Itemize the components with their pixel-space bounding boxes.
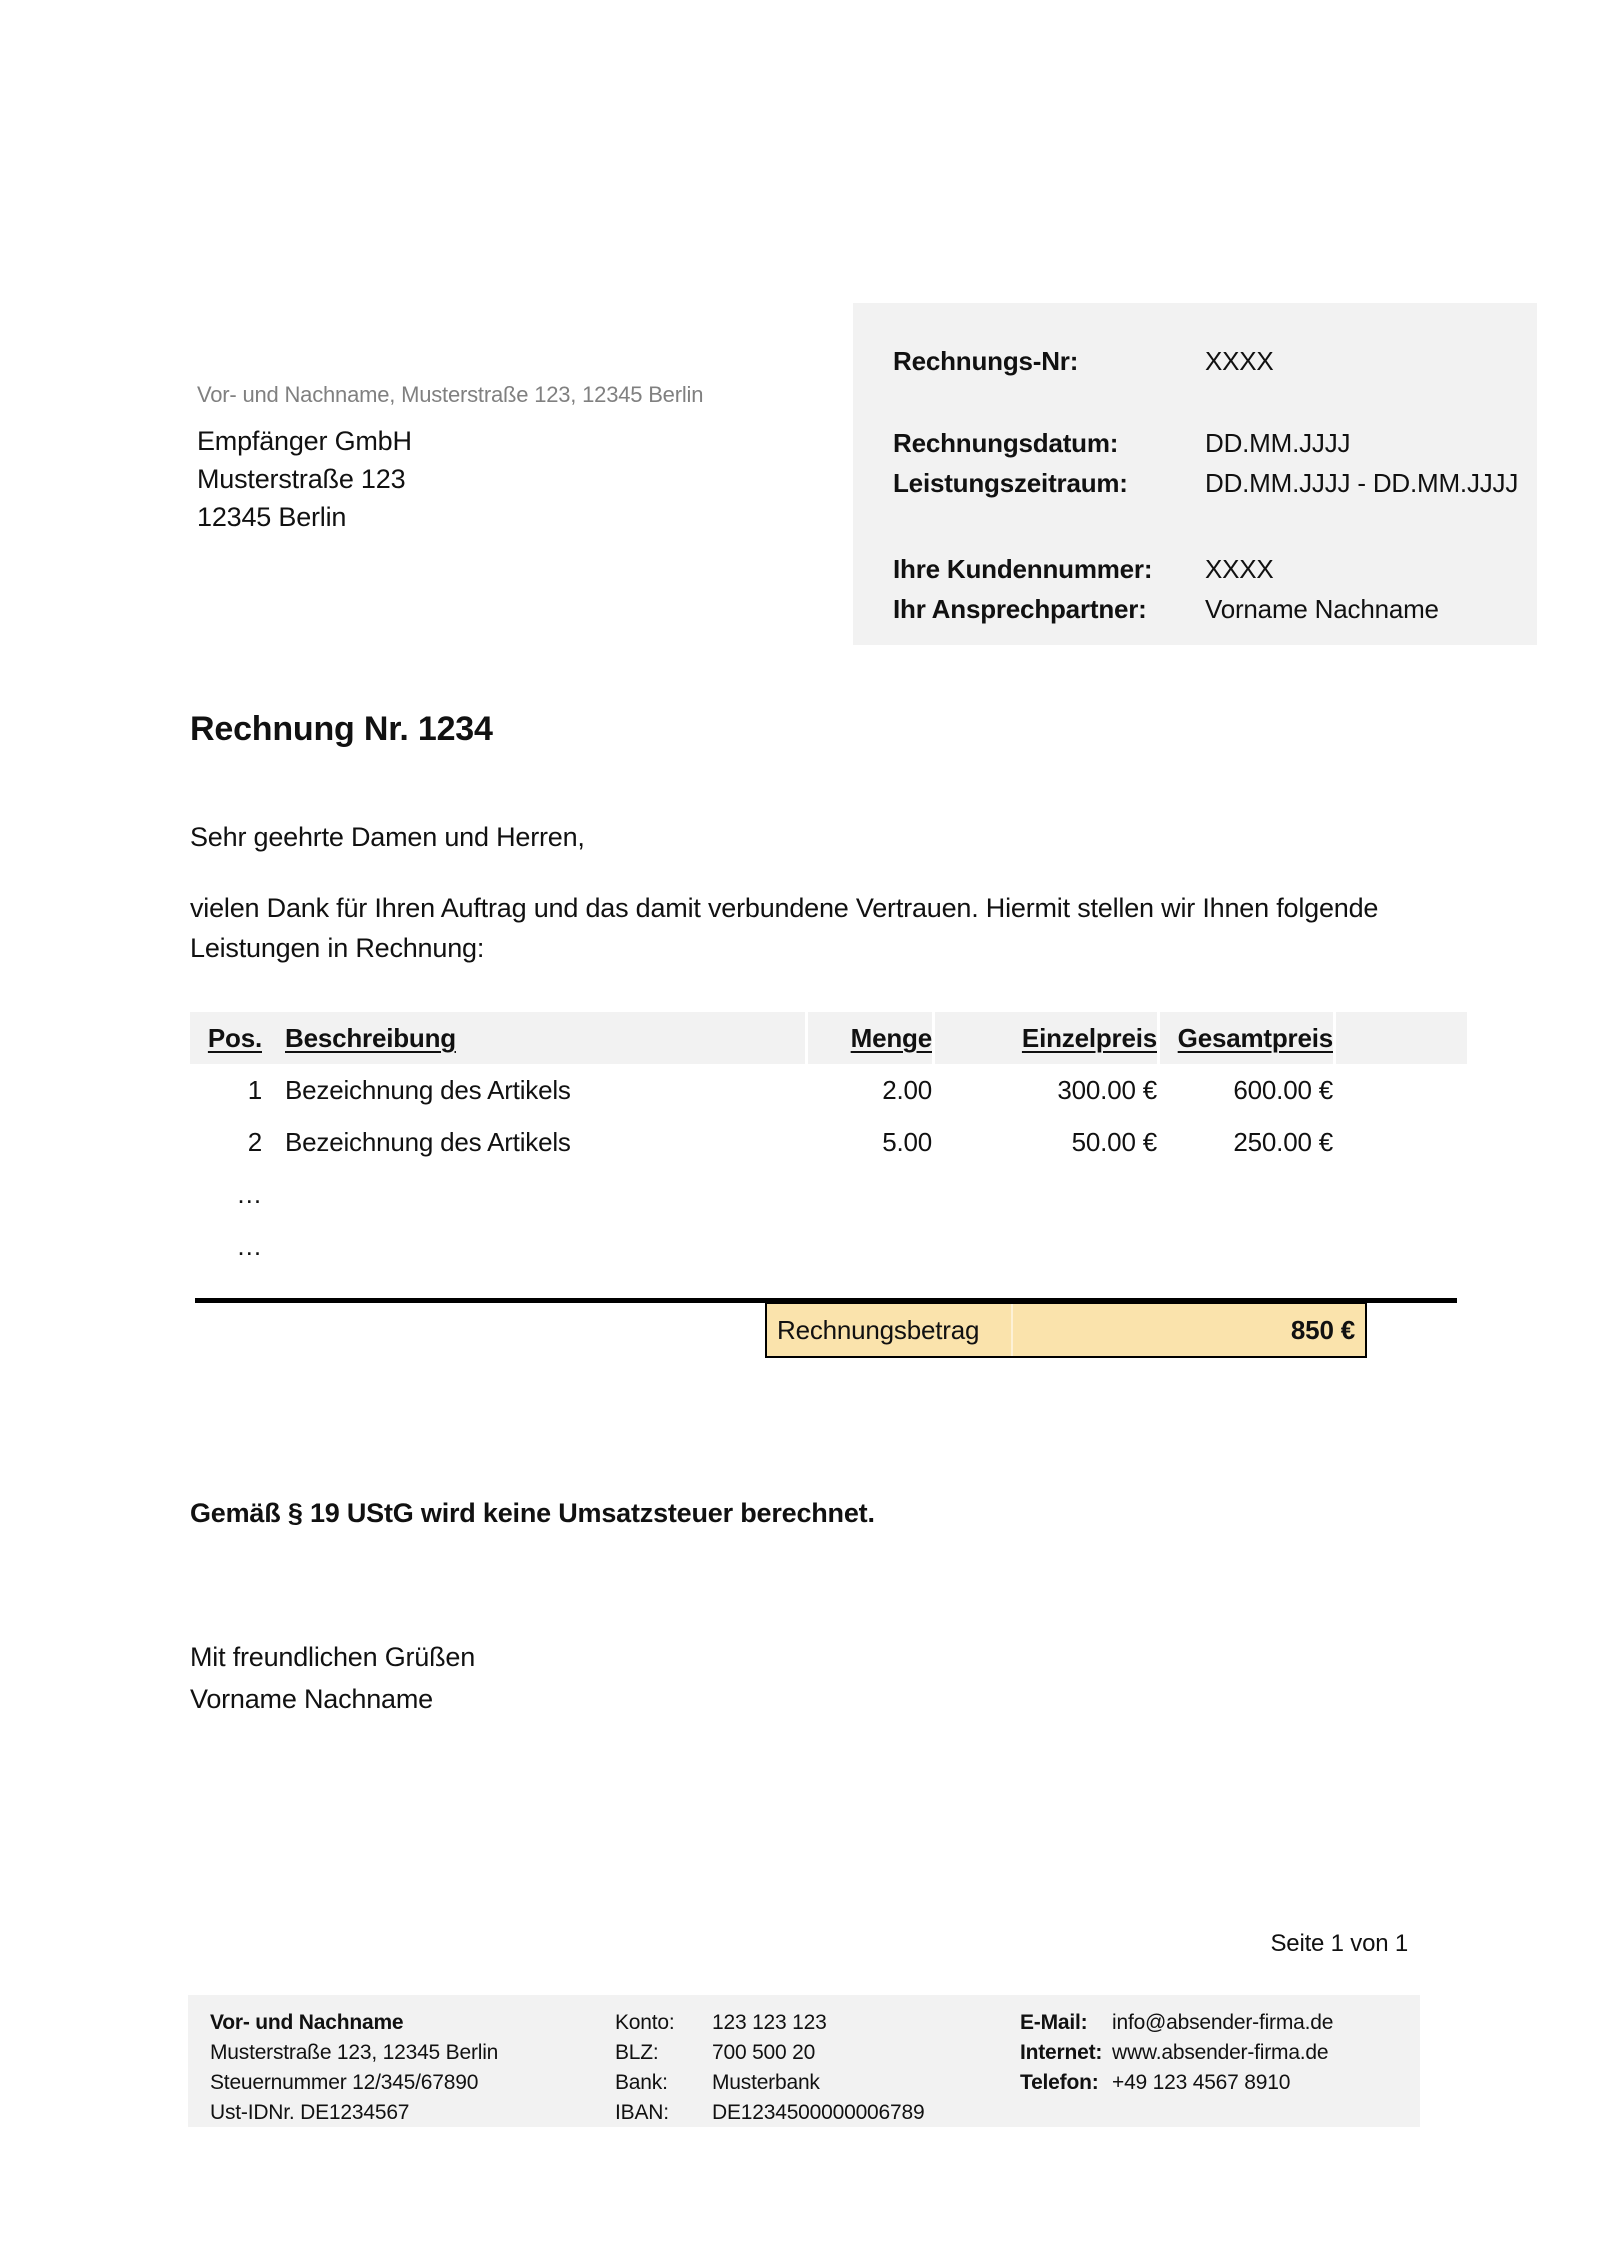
meta-label: Leistungszeitraum: xyxy=(893,467,1128,498)
meta-label: Rechnungsdatum: xyxy=(893,427,1119,458)
header-pad-right xyxy=(1333,1012,1467,1064)
footer-vat-id: Ust-IDNr. DE1234567 xyxy=(210,2101,410,2124)
footer-sender-column xyxy=(210,2008,610,2128)
cell-unit-price: 300.00 € xyxy=(1057,1074,1157,1105)
meta-label: Ihre Kundennummer: xyxy=(893,553,1153,584)
closing-block xyxy=(190,1636,475,1720)
table-row xyxy=(190,1116,1467,1168)
cell-pos: 1 xyxy=(247,1074,262,1105)
line-items-table xyxy=(190,1012,1467,1272)
invoice-title: Rechnung Nr. 1234 xyxy=(190,710,493,748)
total-label: Rechnungsbetrag xyxy=(777,1314,980,1345)
total-box-cell-separator xyxy=(1011,1304,1013,1356)
footer-email-row: E-Mail: info@absender-firma.de xyxy=(1020,2011,1334,2034)
footer-bank-row: Bank: Musterbank xyxy=(615,2071,820,2094)
meta-row-invoice-number xyxy=(893,341,1537,381)
cell-pos: … xyxy=(236,1178,262,1209)
total-amount: 850 € xyxy=(1290,1314,1355,1345)
header-total-price: Gesamtpreis xyxy=(1157,1012,1333,1064)
footer-tax-number: Steuernummer 12/345/67890 xyxy=(210,2071,479,2094)
cell-pos: … xyxy=(236,1230,262,1261)
meta-row-contact-person xyxy=(893,589,1537,629)
cell-quantity: 5.00 xyxy=(882,1126,932,1157)
meta-value: XXXX xyxy=(1205,553,1274,584)
footer-phone-row: Telefon: +49 123 4567 8910 xyxy=(1020,2071,1291,2094)
header-pos: Pos. xyxy=(215,1012,262,1064)
footer-sender-name: Vor- und Nachname xyxy=(210,2011,404,2034)
header-description: Beschreibung xyxy=(262,1012,805,1064)
intro-paragraph: vielen Dank für Ihren Auftrag und das damit verbundene Vertrauen. Hiermit stellen wir Ihnen folgende Leistungen in Rechnung: xyxy=(190,893,1379,963)
footer-iban-row: IBAN: DE1234500000006789 xyxy=(615,2101,925,2124)
closing-name: Vorname Nachname xyxy=(190,1684,433,1714)
recipient-street: Musterstraße 123 xyxy=(197,464,406,494)
footer-bar xyxy=(188,1995,1420,2127)
table-header-row xyxy=(190,1012,1467,1064)
cell-quantity: 2.00 xyxy=(882,1074,932,1105)
recipient-name: Empfänger GmbH xyxy=(197,426,412,456)
page-number-indicator: Seite 1 von 1 xyxy=(1270,1930,1408,1957)
header-unit-price: Einzelpreis xyxy=(932,1012,1157,1064)
footer-website-row: Internet: www.absender-firma.de xyxy=(1020,2041,1329,2064)
recipient-city: 12345 Berlin xyxy=(197,502,347,532)
cell-description: Bezeichnung des Artikels xyxy=(285,1074,571,1105)
invoice-total-box xyxy=(765,1302,1367,1358)
table-row xyxy=(190,1064,1467,1116)
cell-total-price: 250.00 € xyxy=(1233,1126,1333,1157)
cell-pos: 2 xyxy=(247,1126,262,1157)
cell-total-price: 600.00 € xyxy=(1233,1074,1333,1105)
meta-row-customer-number xyxy=(893,549,1537,589)
header-quantity: Menge xyxy=(805,1012,932,1064)
footer-bank-column xyxy=(615,2008,1015,2128)
footer-sender-address: Musterstraße 123, 12345 Berlin xyxy=(210,2041,499,2064)
meta-row-service-period xyxy=(893,463,1537,503)
meta-label: Ihr Ansprechpartner: xyxy=(893,593,1147,624)
meta-value: DD.MM.JJJJ - DD.MM.JJJJ xyxy=(1205,467,1519,498)
meta-value: Vorname Nachname xyxy=(1205,593,1439,624)
recipient-address-block xyxy=(197,422,412,536)
table-row-ellipsis xyxy=(190,1168,1467,1220)
meta-row-invoice-date xyxy=(893,423,1537,463)
salutation-line: Sehr geehrte Damen und Herren, xyxy=(190,822,585,852)
sender-return-address: Vor- und Nachname, Musterstraße 123, 12345 Berlin xyxy=(197,382,704,407)
footer-blz-row: BLZ: 700 500 20 xyxy=(615,2041,816,2064)
meta-value: DD.MM.JJJJ xyxy=(1205,427,1351,458)
closing-salutation: Mit freundlichen Grüßen xyxy=(190,1642,476,1672)
invoice-meta-box xyxy=(853,303,1537,645)
table-row-ellipsis xyxy=(190,1220,1467,1272)
cell-description: Bezeichnung des Artikels xyxy=(285,1126,571,1157)
cell-unit-price: 50.00 € xyxy=(1071,1126,1157,1157)
footer-account-row: Konto: 123 123 123 xyxy=(615,2011,827,2034)
meta-value: XXXX xyxy=(1205,345,1274,376)
footer-contact-column xyxy=(1020,2008,1410,2098)
meta-label: Rechnungs-Nr: xyxy=(893,345,1079,376)
tax-exemption-note: Gemäß § 19 UStG wird keine Umsatzsteuer berechnet. xyxy=(190,1498,875,1528)
